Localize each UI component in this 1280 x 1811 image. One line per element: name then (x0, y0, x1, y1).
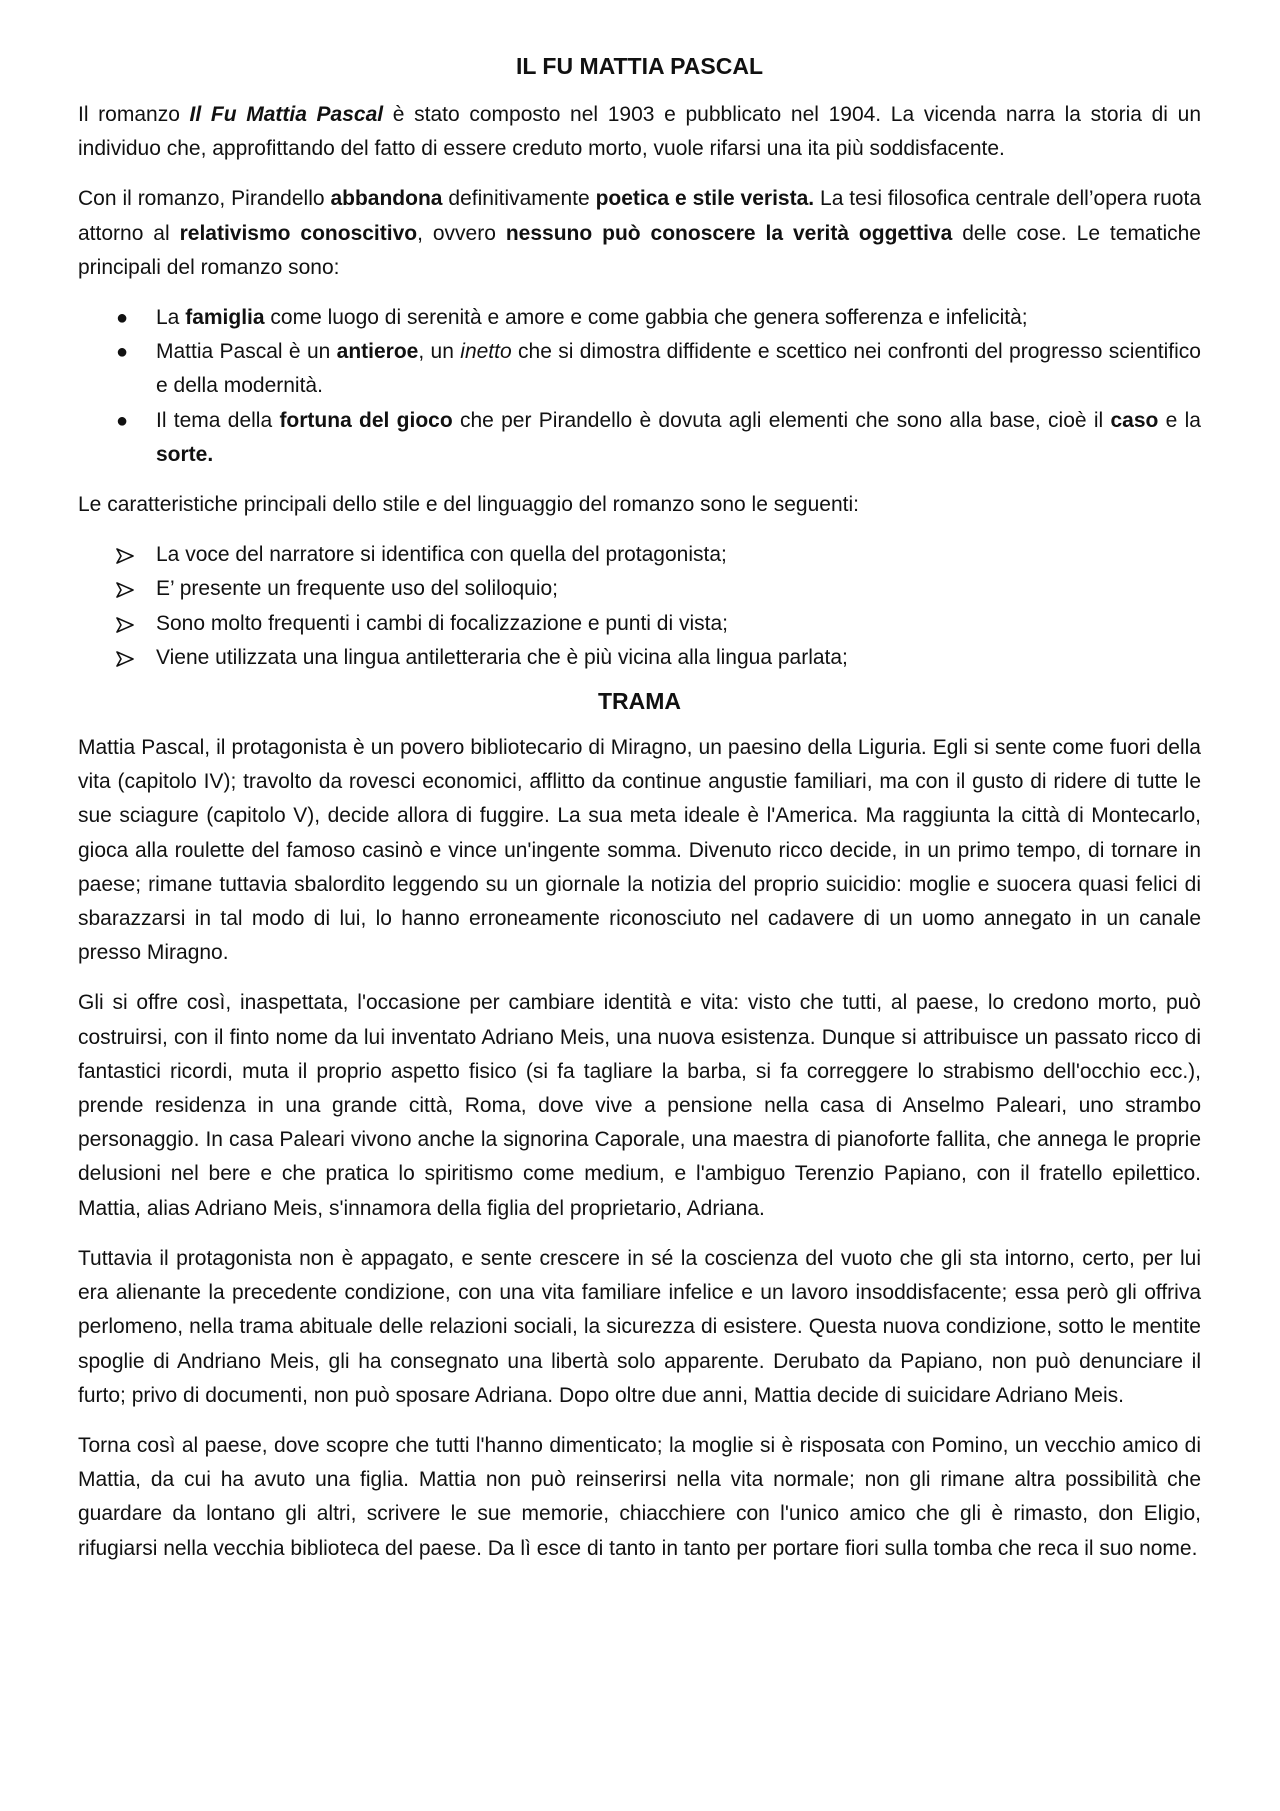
trama-paragraph: Mattia Pascal, il protagonista è un povero bibliotecario di Miragno, un paesino della Liguria. Egli si sente come fuori della vita (capitolo IV); travolto da rovesci economici, afflitto da continue angustie familiari, ma con il gusto di ridere di tutte le sue sciagure (capitolo V), decide allora di fuggire. La sua meta ideale è l'America. Ma raggiunta la città di Montecarlo, gioca alla roulette del famoso casinò e vince un'ingente somma. Divenuto ricco decide, in un primo tempo, di tornare in paese; rimane tuttavia sbalordito leggendo su un giornale la notizia del proprio suicidio: moglie e suocera quasi felici di sbarazzarsi in tal modo di lui, lo hanno erroneamente riconosciuto nel cadavere di un uomo annegato in un canale presso Miragno. (78, 736, 1201, 965)
thesis-text-2: definitivamente (442, 187, 596, 211)
list-item (78, 572, 1201, 606)
list-item (78, 538, 1201, 572)
trama-paragraph: Tuttavia il protagonista non è appagato, e sente crescere in sé la coscienza del vuoto che gli sta intorno, certo, per lui era alienante la precedente condizione, con una vita familiare infelice e un lavoro insoddisfacente; essa però gli offriva perlomeno, nella trama abituale delle relazioni sociali, la sicurezza di esistere. Questa nuova condizione, sotto le mentite spoglie di Andriano Meis, gli ha consegnato una libertà solo apparente. Derubato da Papiano, non può denunciare il furto; privo di documenti, non può sposare Adriana. Dopo oltre due anni, Mattia decide di suicidare Adriano Meis. (78, 1246, 1201, 1407)
intro-text-1: Il romanzo (78, 103, 190, 126)
intro-paragraph (78, 98, 1201, 166)
trama-paragraph: Gli si offre così, inaspettata, l'occasione per cambiare identità e vita: visto che tutti, al paese, lo credono morto, può costruirsi, con il finto nome da lui inventato Adriano Meis, una nuova esistenza. Dunque si attribuisce un passato ricco di fantastici ricordi, muta il proprio aspetto fisico (si fa tagliare la barba, si fa correggere lo strabismo dell'occhio ecc.), prende residenza in una grande città, Roma, dove vive a pensione nella casa di Anselmo Paleari, uno strambo personaggio. In casa Paleari vivono anche la signorina Caporale, una maestra di pianoforte fallita, che annega le proprie delusioni nel bere e che pratica lo spiritismo come medium, e l'ambiguo Terenzio Papiano, con il fratello epilettico. Mattia, alias Adriano Meis, s'innamora della figlia del proprietario, Adriana. (78, 991, 1201, 1220)
list-item (78, 301, 1201, 335)
style-item-text: Sono molto frequenti i cambi di focalizzazione e punti di vista; (156, 611, 728, 635)
intro-text-2: è stato composto nel 1903 e pubblicato nel 1904. La vicenda narra la storia di un individuo che, approfittando del fatto di essere creduto morto, vuole rifarsi una ita più soddisfacente. (78, 103, 1201, 161)
style-intro-paragraph: Le caratteristiche principali dello stile e del linguaggio del romanzo sono le seguenti: (78, 493, 859, 517)
theme3-bold-3: sorte. (156, 442, 214, 466)
style-item-text: E’ presente un frequente uso del soliloquio; (156, 577, 558, 601)
theme2-text-3: che si dimostra diffidente e scettico nei confronti del progresso scientifico e della modernità. (156, 340, 1201, 398)
list-item (78, 607, 1201, 641)
trama-paragraph: Torna così al paese, dove scopre che tutti l'hanno dimenticato; la moglie si è risposata con Pomino, un vecchio amico di Mattia, da cui ha avuto una figlia. Mattia non può reinserirsi nella vita normale; non gli rimane altra possibilità che guardare da lontano gli altri, scrivere le sue memorie, chiacchiere con l'unico amico che gli è rimasto, don Eligio, rifugiarsi nella vecchia biblioteca del paese. Da lì esce di tanto in tanto per portare fiori sulla tomba che reca il suo nome. (78, 1433, 1201, 1560)
theme2-text-1: Mattia Pascal è un (156, 340, 337, 364)
thesis-bold-3: relativismo conoscitivo (179, 221, 418, 245)
list-item (78, 641, 1201, 675)
thesis-bold-2: poetica e stile verista. (595, 187, 815, 211)
theme3-text-3: e la (1158, 408, 1201, 432)
section-heading-trama: TRAMA (597, 688, 682, 715)
theme1-text-2: come luogo di serenità e amore e come gabbia che genera sofferenza e infelicità; (264, 306, 1028, 330)
thesis-bold-4: nessuno può conoscere la verità oggettiva (505, 221, 953, 245)
style-item-text: La voce del narratore si identifica con quella del protagonista; (156, 543, 727, 567)
list-item (78, 404, 1201, 472)
theme1-text-1: La (156, 306, 186, 330)
thesis-text-3: La tesi filosofica centrale dell’opera ruota attorno al (78, 187, 1202, 245)
theme3-bold-1: fortuna del gioco (279, 408, 453, 432)
bullet-dot-icon: ● (116, 341, 129, 364)
theme3-text-2: che per Pirandello è dovuta agli elementi che sono alla base, cioè il (452, 408, 1111, 432)
novel-title-emphasis: Il Fu Mattia Pascal (189, 103, 384, 126)
list-item (78, 335, 1201, 403)
thesis-paragraph (78, 182, 1201, 285)
theme3-text-1: Il tema della (156, 408, 280, 432)
thesis-text-4: , ovvero (417, 221, 506, 245)
style-list (78, 538, 1201, 675)
theme3-bold-2: caso (1110, 408, 1159, 432)
bullet-dot-icon: ● (116, 409, 129, 432)
theme2-text-2: , un (418, 340, 461, 364)
theme2-italic: inetto (460, 340, 512, 364)
thesis-bold-1: abbandona (330, 187, 443, 211)
style-item-text: Viene utilizzata una lingua antiletteraria che è più vicina alla lingua parlata; (156, 645, 848, 669)
page-title: IL FU MATTIA PASCAL (515, 53, 763, 79)
bullet-dot-icon: ● (116, 307, 129, 330)
themes-list (78, 301, 1201, 472)
thesis-text-1: Con il romanzo, Pirandello (78, 187, 331, 211)
theme2-bold: antieroe (336, 340, 419, 364)
theme1-bold: famiglia (185, 306, 265, 330)
thesis-text-5: delle cose. Le tematiche principali del romanzo sono: (78, 221, 1201, 279)
